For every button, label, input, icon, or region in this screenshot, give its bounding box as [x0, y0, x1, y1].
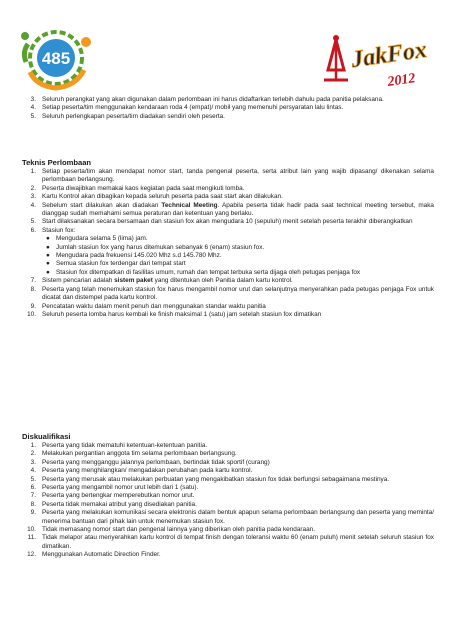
- list-item: 5. Start dilaksanakan secara bersamaan dan stasiun fox akan mengudara 10 (sepuluh) menit setelah peserta terakhir diberangkatkan: [30, 218, 413, 226]
- diskualifikasi-section: [22, 432, 434, 560]
- list-item: 4. Setiap peserta/tim menggunakan kendaraan roda 4 (empat)/ mobil yang memenuhi persyaratan lalu lintas.: [30, 104, 344, 112]
- bullet-item: ● Semua stasiun fox terdengar dari tempat start: [46, 260, 186, 268]
- list-item: 12. Menggunakan Automatic Direction Finder.: [27, 551, 161, 559]
- list-item: 8. Peserta yang telah menemukan stasiun fox harus mengambil nomor urut dan selanjutnya menyerahkan pada petugas penjaga Fox untuk dicatat dan distempel pada kartu kontrol.: [30, 285, 434, 302]
- bullet-item: ● Mengudara selama 5 (lima) jam.: [46, 235, 148, 243]
- list-item: 9. Pencatatan waktu dalam menit penuh dan menggunakan standar waktu panitia: [30, 302, 266, 310]
- list-item: 11. Tidak melapor atau menyerahkan kartu kontrol di tempat finish dengan toleransi waktu 60 (enam puluh) menit setelah seluruh stasiun fox dimatikan.: [27, 534, 434, 550]
- radio-club-emblem-icon: [324, 35, 348, 80]
- intro-list: [22, 96, 434, 121]
- jakfox-logo-text: JakFox: [349, 36, 429, 74]
- list-item: 1. Peserta yang tidak mematuhi ketentuan-ketentuan panitia.: [30, 442, 208, 449]
- list-item: 3. Peserta yang mengganggu jalannya perlombaan, bertindak tidak sportif (curang): [30, 458, 270, 466]
- jakfox-logo-year: 2012: [386, 71, 417, 90]
- anniversary-logo-text: 485: [41, 49, 71, 68]
- list-item: 4. Sebelum start dilakukan akan diadakan Technical Meeting. Apabila peserta tidak hadir pada saat technical meeting tersebut, maka dianggap sudah memahami semua peraturan dan ketentuan yang berlaku.: [30, 201, 434, 218]
- list-item: 6. Peserta yang mengambil nomor urut lebih dari 1 (satu).: [30, 484, 199, 492]
- bullet-icon: ●: [46, 268, 50, 276]
- bullet-icon: ●: [46, 252, 50, 260]
- list-item: 10. Tidak memasang nomor start dan pengenal lainnya yang diberikan oleh panitia pada kendaraan.: [27, 526, 315, 534]
- anniversary-logo: [16, 22, 98, 94]
- section-title-diskualifikasi: Diskualifikasi: [22, 432, 71, 441]
- list-item: 10. Seluruh peserta lomba harus kembali ke finish maksimal 1 (satu) jam setelah stasiun fox dimatikan: [27, 310, 322, 318]
- teknis-section: [22, 158, 434, 319]
- list-item: 3. Seluruh perangkat yang akan digunakan dalam perlombaan ini harus didaftarkan terlebih dahulu pada panitia pelaksana.: [30, 96, 384, 103]
- list-item: 2. Melakukan pergantian anggota tim selama perlombaan berlangsung.: [30, 450, 237, 458]
- bullet-icon: ●: [46, 243, 50, 251]
- list-item: 5. Seluruh perlengkapan peserta/tim diadakan sendiri oleh peserta.: [30, 112, 225, 120]
- bullet-item: ● Jumlah stasiun fox yang harus ditemukan sebanyak 6 (enam) stasiun fox.: [46, 243, 265, 251]
- list-item: 3. Kartu Kontrol akan dibagikan kepada seluruh peserta pada saat start akan dilakukan.: [30, 193, 283, 201]
- list-item: 6. Stasiun fox:: [30, 226, 76, 234]
- list-item: 9. Peserta yang melakukan komunikasi secara elektronis dalam bentuk apapun selama perlombaan berlangsung dan peserta yang meminta/ menerima bantuan dari pihak lain untuk menemukan stasiun fox.: [30, 509, 434, 525]
- bullet-item: ● Stasiun fox ditempatkan di fasilitas umum, rumah dan tempat terbuka serta dijaga oleh petugas penjaga fox: [46, 268, 361, 276]
- list-item: 5. Peserta yang merusak atau melakukan perbuatan yang mengakibatkan stasiun fox tidak berfungsi sebagaimana mestinya.: [30, 475, 390, 483]
- bullet-icon: ●: [46, 260, 50, 268]
- list-item: 1. Setiap peserta/tim akan mendapat nomor start, tanda pengenal peserta, serta atribut lain yang wajib dipasang/ dikenakan selama perlombaan berlangsung.: [30, 168, 434, 184]
- jakfox-logo: [318, 30, 438, 92]
- list-item: 7. Peserta yang bertengkar memperebutkan nomor urut.: [30, 492, 195, 500]
- bullet-item: ● Mengudara pada frekuensi 145.020 Mhz s.d 145.780 Mhz.: [46, 252, 222, 260]
- section-title-teknis: Teknis Perlombaan: [22, 158, 92, 167]
- list-item: 8. Peserta tidak memakai atribut yang disediakan panitia.: [30, 500, 197, 508]
- list-item: 7. Sistem pencarian adalah sistem paket yang ditentukan oleh Panitia dalam kartu kontrol.: [30, 277, 293, 285]
- list-item: 4. Peserta yang menghilangkan/ mengadakan perubahan pada kartu kontrol.: [30, 467, 253, 475]
- bullet-icon: ●: [46, 235, 50, 243]
- list-item: 2. Peserta diwajibkan memakai kaos kegiatan pada saat mengikuti lomba.: [30, 184, 245, 192]
